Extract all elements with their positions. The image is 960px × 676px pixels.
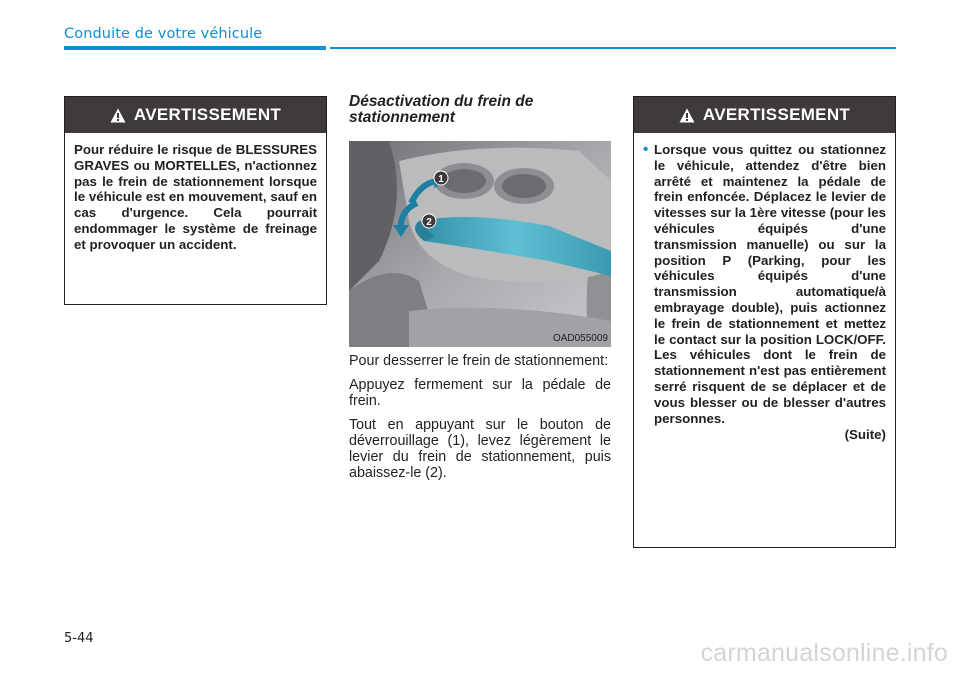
warning-title: AVERTISSEMENT	[133, 105, 282, 124]
warning-title: AVERTISSEMENT	[702, 105, 851, 124]
warning-triangle-icon	[110, 108, 126, 123]
section-heading: Désactivation du frein de stationnement	[349, 93, 534, 126]
header-rule-thin	[330, 47, 896, 49]
warning-header	[65, 97, 326, 133]
watermark: carmanualsonline.info	[700, 639, 948, 667]
paragraph-2: Appuyez fermement sur la pédale de frein.	[349, 377, 611, 409]
figure-label-1: 1	[438, 174, 444, 185]
bullet-icon: •	[643, 141, 649, 158]
bullet-text: Lorsque vous quittez ou stationnez le véhicule, attendez d'être bien arrêté et maintenez la pédale de frein enfoncée. Déplacez le levier de vitesses sur la 1ère vitesse (pour les véhicules équipés d'une transmission manuelle) ou sur la position P (Parking, pour les véhicules équipés d'une transmission automatique/à embrayage double), puis actionnez le frein de stationnement et mettez le contact sur la position LOCK/OFF. Les véhicules dont le frein de stationnement n'est pas entièrement serré risquent de se déplacer et de vous blesser ou de blesser d'autres personnes.	[654, 142, 886, 426]
paragraph-3: Tout en appuyant sur le bouton de déverrouillage (1), levez légèrement le levier du frein de stationnement, puis abaissez-le (2).	[349, 417, 611, 481]
continued-label: (Suite)	[844, 427, 886, 443]
warning-box-left	[64, 96, 327, 305]
warning-box-right	[633, 96, 896, 548]
header-rule-thick	[64, 46, 326, 50]
figure-label-2: 2	[426, 217, 432, 228]
parking-brake-drawing	[349, 141, 611, 347]
warning-text: Pour réduire le risque de BLESSURES GRAVES ou MORTELLES, n'actionnez pas le frein de stationnement lorsque le véhicule est en mouvement, sauf en cas d'urgence. Cela pourrait endommager le système de freinage et provoquer un accident.	[74, 142, 317, 252]
paragraph-1: Pour desserrer le frein de stationnement:	[349, 353, 609, 369]
warning-header	[634, 97, 895, 133]
body-text	[349, 353, 611, 489]
page-number: 5-44	[64, 631, 94, 646]
warning-text	[634, 133, 895, 443]
chapter-title: Conduite de votre véhicule	[64, 26, 263, 42]
parking-brake-illustration	[349, 141, 611, 347]
list-item	[643, 142, 886, 426]
figure-code: OAD055009	[552, 333, 608, 344]
warning-triangle-icon	[679, 108, 695, 123]
